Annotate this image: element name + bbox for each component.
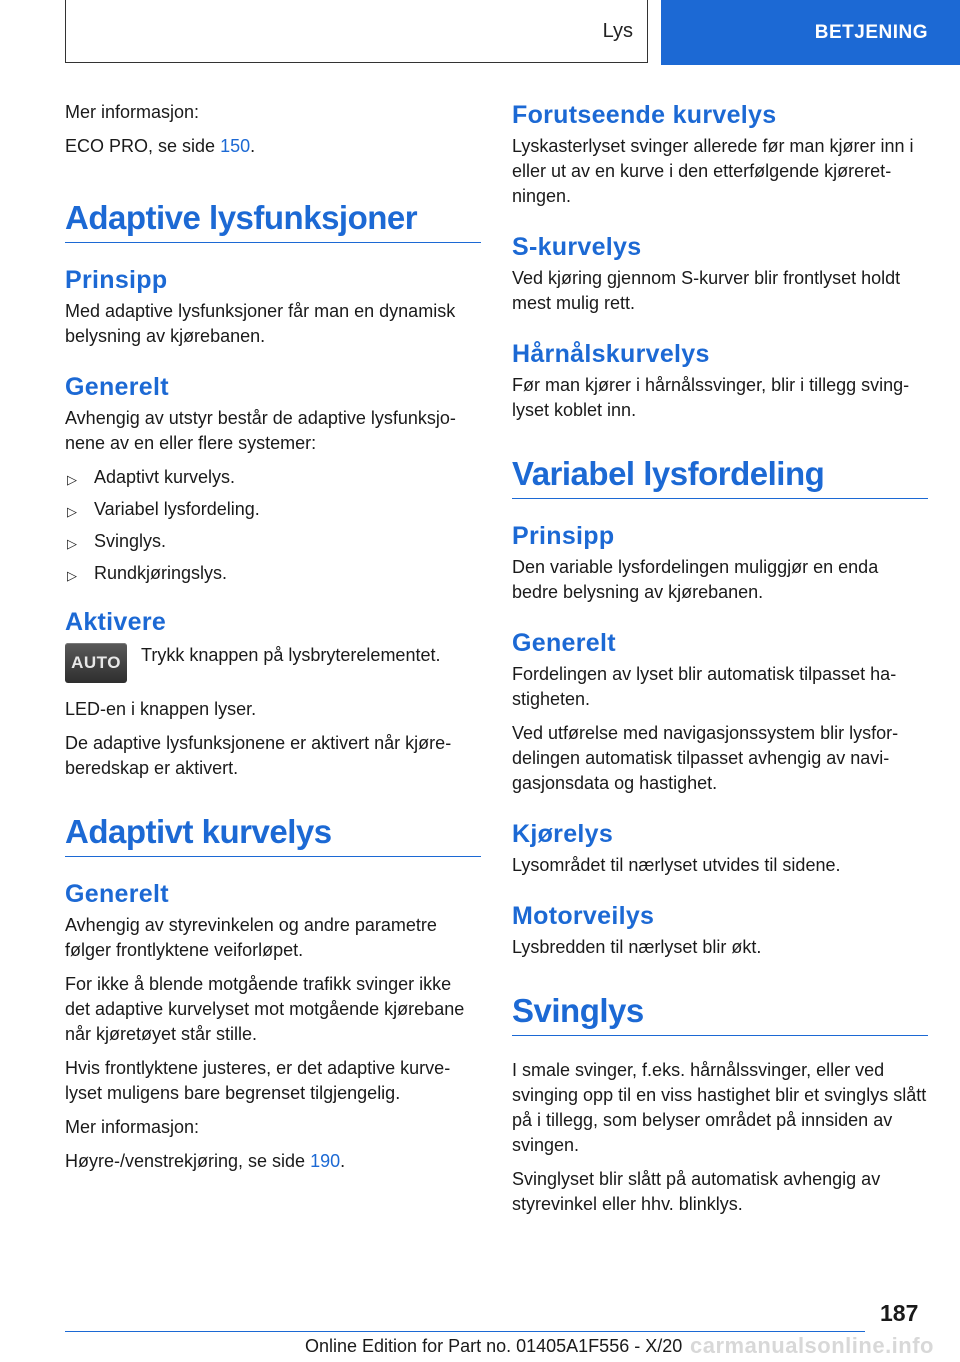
heading-svinglys: Svinglys: [512, 991, 928, 1036]
kjorelys-text: Lysområdet til nærlyset utvides til sidene.: [512, 855, 841, 875]
heading-prinsipp: Prinsipp: [65, 266, 168, 294]
heading-generelt-kurvelys: Generelt: [65, 880, 169, 908]
variabel-generelt-paragraph-2: Ved utførelse med navigasjonssystem blir lysfordelingen automatisk tilpasset avhengig av navigasjonsdata og hastighet.: [512, 723, 899, 793]
page-link-190[interactable]: 190: [310, 1151, 341, 1171]
triangle-bullet-icon: ▷: [67, 504, 77, 519]
header-chapter-title: BETJENING: [814, 21, 928, 43]
header-chapter-tab: [661, 0, 960, 65]
right-column: [512, 100, 928, 1226]
auto-button-label: AUTO: [71, 653, 121, 672]
page-link-150[interactable]: 150: [220, 136, 251, 156]
header-section-title: Lys: [602, 19, 633, 42]
footer-watermark: carmanualsonline.info: [690, 1333, 934, 1358]
kurvelys-ref-end: .: [340, 1151, 346, 1171]
svinglys-paragraph-2: Svinglyset blir slått på automatisk avhengig av styrevinkel eller hhv. blinklys.: [512, 1169, 881, 1214]
systems-list: [65, 465, 481, 586]
aktivere-text: Trykk knappen på lysbryterelementet.: [141, 645, 441, 665]
intro-more-info: Mer informasjon:: [65, 102, 200, 122]
aktivere-row: [65, 643, 481, 683]
variabel-generelt-paragraph-1: Fordelingen av lyset blir automatisk tilpasset hastigheten.: [512, 664, 897, 709]
kurvelys-more-info: Mer informasjon:: [65, 1117, 200, 1137]
list-item: ▷ Rundkjøringslys.: [65, 561, 481, 586]
triangle-bullet-icon: ▷: [67, 568, 77, 583]
forutseende-text: Lyskasterlyset svinger allerede før man kjører inn i eller ut av en kurve i den etterfølgende kjøreretningen.: [512, 136, 914, 206]
intro-eco-reference: [65, 134, 481, 159]
harnal-text: Før man kjører i hårnålssvinger, blir i tillegg svinglyset koblet inn.: [512, 375, 910, 420]
footer-divider: [65, 1331, 865, 1332]
heading-forutseende-kurvelys: Forutseende kurvelys: [512, 101, 777, 129]
intro-eco-end: .: [250, 136, 256, 156]
svinglys-paragraph-1: I smale svinger, f.eks. hårnålssvinger, eller ved svinging opp til en viss hastighet blir et svinglys slått på i tillegg, som belyser området på innsiden av svingen.: [512, 1060, 927, 1155]
motorveilys-text: Lysbredden til nærlyset blir økt.: [512, 937, 762, 957]
led-text: LED-en i knappen lyser.: [65, 699, 257, 719]
triangle-bullet-icon: ▷: [67, 536, 77, 551]
generelt-text: Avhengig av utstyr består de adaptive lysfunksjonene av en eller flere systemer:: [65, 408, 456, 453]
heading-variabel-lysfordeling: Variabel lysfordeling: [512, 454, 928, 499]
heading-generelt: Generelt: [65, 373, 169, 401]
list-item: ▷ Svinglys.: [65, 529, 481, 554]
kurvelys-reference: [65, 1149, 481, 1174]
list-item: ▷ Variabel lysfordeling.: [65, 497, 481, 522]
kurvelys-paragraph-2: For ikke å blende motgående trafikk svinger ikke det adaptive kurvelyset mot motgående kjørebane når kjøretøyet står stille.: [65, 974, 465, 1044]
heading-adaptivt-kurvelys: Adaptivt kurvelys: [65, 812, 481, 857]
auto-button-icon: [65, 643, 127, 683]
active-text: De adaptive lysfunksjonene er aktivert når kjøreberedskap er aktivert.: [65, 733, 452, 778]
heading-adaptive-lysfunksjoner: Adaptive lysfunksjoner: [65, 198, 481, 243]
heading-generelt-variabel: Generelt: [512, 629, 616, 657]
list-item: ▷ Adaptivt kurvelys.: [65, 465, 481, 490]
footer-edition-text: Online Edition for Part no. 01405A1F556 - X/20: [305, 1336, 683, 1356]
heading-aktivere: Aktivere: [65, 608, 167, 636]
intro-eco-text: ECO PRO, se side: [65, 136, 221, 156]
page-number: 187: [880, 1300, 919, 1326]
kurvelys-paragraph-1: Avhengig av styrevinkelen og andre parametre følger frontlyktene veiforløpet.: [65, 915, 437, 960]
kurvelys-ref-text: Høyre-/venstrekjøring, se side: [65, 1151, 311, 1171]
heading-harnalskurvelys: Hårnålskurvelys: [512, 340, 710, 368]
variabel-prinsipp-text: Den variable lysfordelingen muliggjør en enda bedre belysning av kjørebanen.: [512, 557, 879, 602]
heading-kjorelys: Kjørelys: [512, 820, 614, 848]
kurvelys-paragraph-3: Hvis frontlyktene justeres, er det adaptive kurvelyset muligens bare begrenset tilgjengelig.: [65, 1058, 451, 1103]
heading-motorveilys: Motorveilys: [512, 902, 655, 930]
header-section-box: [65, 0, 648, 63]
s-kurvelys-text: Ved kjøring gjennom S-kurver blir frontlyset holdt mest mulig rett.: [512, 268, 901, 313]
left-column: [65, 100, 481, 1183]
heading-s-kurvelys: S-kurvelys: [512, 233, 642, 261]
prinsipp-text: Med adaptive lysfunksjoner får man en dynamisk belysning av kjørebanen.: [65, 301, 456, 346]
triangle-bullet-icon: ▷: [67, 472, 77, 487]
heading-prinsipp-variabel: Prinsipp: [512, 522, 615, 550]
